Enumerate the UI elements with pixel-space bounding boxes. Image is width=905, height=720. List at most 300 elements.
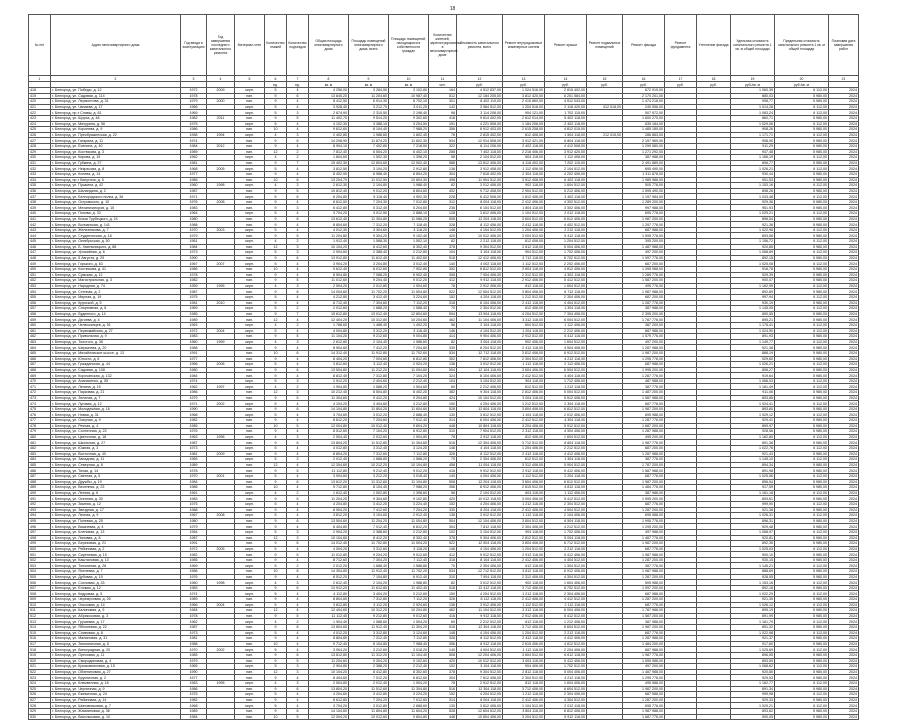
table-cell: 8 112 512,00 <box>457 451 503 457</box>
table-cell: 2024 <box>829 177 859 183</box>
table-cell: 12 304,60 <box>309 462 349 468</box>
table-cell: 4 012,20 <box>309 630 349 636</box>
table-cell: 4 104 406,00 <box>457 630 503 636</box>
table-cell: пан. <box>235 233 265 239</box>
table-cell: 310 <box>429 574 457 580</box>
table-cell: 5 980,00 <box>775 406 829 412</box>
table-cell: 387 988,00 <box>623 619 665 625</box>
table-cell: 8 804,60 <box>309 597 349 603</box>
table-cell: 929,41 <box>731 418 775 424</box>
table-cell: 513 <box>29 619 51 625</box>
column-header-10: Площадь помещений, находящихся в собственности граждан <box>389 15 429 76</box>
table-cell: 1 029,12 <box>731 412 775 418</box>
table-cell: 1997 <box>207 384 235 390</box>
table-cell: 1978 <box>181 93 207 99</box>
table-cell: 2 504,20 <box>309 283 349 289</box>
column-number-19: 19 <box>731 76 775 82</box>
table-cell: 2 888,10 <box>389 211 429 217</box>
table-cell: 4 <box>287 294 309 300</box>
table-cell: 1 289 776,00 <box>623 272 665 278</box>
table-cell: г. Белгород, ул. Гагарина, д. 11 <box>51 138 181 144</box>
table-cell: 2024 <box>829 412 859 418</box>
table-cell: 3 <box>287 110 309 116</box>
table-cell: 1 145,21 <box>731 563 775 569</box>
table-cell: г. Белгород, ул. Солнечная, д. 22 <box>51 429 181 435</box>
table-cell: 3 224,40 <box>389 501 429 507</box>
table-cell: 5 980,00 <box>775 485 829 491</box>
table-cell: 1 024,90 <box>731 328 775 334</box>
table-cell: 2011 <box>207 115 235 121</box>
table-cell: 528 <box>29 703 51 709</box>
table-cell: 7 312,80 <box>349 373 389 379</box>
table-cell: 497 <box>29 529 51 535</box>
table-cell: 449 <box>29 261 51 267</box>
table-cell: 2024 <box>829 149 859 155</box>
table-cell: 150 <box>429 591 457 597</box>
table-cell: 443 <box>29 227 51 233</box>
table-cell: 11 112,40 <box>309 613 349 619</box>
table-cell: 2024 <box>829 507 859 513</box>
table-cell: г. Белгород, ул. Яблоневая, д. 22 <box>51 625 181 631</box>
table-cell: 1975 <box>181 294 207 300</box>
table-cell: 2024 <box>829 703 859 709</box>
table-cell: 2 615 406,00 <box>503 641 545 647</box>
column-number-16: 16 <box>623 76 665 82</box>
table-cell: 6 812 512,00 <box>545 406 587 412</box>
table-cell: 9 <box>265 99 287 105</box>
table-cell: 511 <box>29 608 51 614</box>
table-cell: 5 980,00 <box>775 160 829 166</box>
table-cell: 512 <box>29 613 51 619</box>
table-cell: 9 <box>265 451 287 457</box>
table-cell: 387 776,00 <box>623 457 665 463</box>
table-cell: 1 587 200,00 <box>623 278 665 284</box>
table-cell: 8 402,90 <box>309 171 349 177</box>
table-cell: 444 <box>29 233 51 239</box>
table-cell: 1 212 512,00 <box>503 401 545 407</box>
table-cell: 6 112,00 <box>775 283 829 289</box>
table-cell: 1 987 988,00 <box>623 289 665 295</box>
table-cell: 1 204 406,00 <box>503 446 545 452</box>
table-cell: 9 <box>265 367 287 373</box>
table-cell: 11 012,80 <box>309 552 349 558</box>
column-unit-20: руб./кв. м <box>775 82 829 88</box>
table-cell: 5 <box>265 294 287 300</box>
table-cell: 3 804 406,00 <box>503 289 545 295</box>
table-cell: 9 102,60 <box>389 658 429 664</box>
table-cell: 921,38 <box>731 222 775 228</box>
table-cell: г. Белгород, ул. Сливовая, д. 8 <box>51 630 181 636</box>
table-cell: 2 170 201,00 <box>623 93 665 99</box>
table-cell: 4 204 512,00 <box>457 692 503 698</box>
table-row <box>29 714 859 720</box>
table-cell: 136 <box>429 166 457 172</box>
table-cell: 6 112,00 <box>775 306 829 312</box>
table-cell: 9 412,20 <box>349 395 389 401</box>
table-cell: 5 980,00 <box>775 289 829 295</box>
table-cell: 1989 <box>181 149 207 155</box>
table-cell: 437 <box>29 194 51 200</box>
table-cell: 2024 <box>829 294 859 300</box>
table-cell: 3 <box>287 535 309 541</box>
table-cell: 2024 <box>829 99 859 105</box>
table-cell: 324 <box>429 373 457 379</box>
table-cell: 7 012,20 <box>349 675 389 681</box>
table-cell: 2024 <box>829 339 859 345</box>
table-cell: 434 <box>29 177 51 183</box>
table-cell: г. Белгород, ул. Зимняя, д. 12 <box>51 501 181 507</box>
table-cell: 7 312,60 <box>349 451 389 457</box>
table-cell: 3 712 406,00 <box>503 686 545 692</box>
table-cell: 2 104 512,00 <box>545 166 587 172</box>
table-cell: 3 012,50 <box>349 211 389 217</box>
table-cell: 11 212,20 <box>349 367 389 373</box>
table-cell: 512 <box>429 93 457 99</box>
table-cell: 12 204 406,00 <box>457 652 503 658</box>
column-number-18: 18 <box>697 76 731 82</box>
table-cell: г. Белгород, ул. Южная, д. 3 <box>51 446 181 452</box>
table-cell: 5 <box>287 468 309 474</box>
table-cell: 522 <box>429 541 457 547</box>
table-cell: 4 512 043,00 <box>545 99 587 105</box>
table-cell: 6 112,00 <box>775 384 829 390</box>
table-cell: 1975 <box>181 121 207 127</box>
table-cell: 7 104,20 <box>389 373 429 379</box>
table-cell: 14 312,40 <box>309 350 349 356</box>
table-cell: 695 490,00 <box>623 166 665 172</box>
table-cell: 1979 <box>181 233 207 239</box>
table-cell: 1985 <box>181 423 207 429</box>
table-cell: 1 997 200,00 <box>623 585 665 591</box>
table-cell: 104 <box>429 378 457 384</box>
table-cell: 1 688,20 <box>349 306 389 312</box>
table-cell: 3 102,80 <box>389 88 429 94</box>
table-cell: 5 212 406,00 <box>545 188 587 194</box>
table-cell: 2 310,50 <box>349 110 389 116</box>
table-cell: 11 402,70 <box>309 115 349 121</box>
table-cell: 4 221 508,00 <box>457 121 503 127</box>
table-cell: 12 <box>265 462 287 468</box>
table-cell: 8 412,80 <box>349 669 389 675</box>
table-cell: 6 112,00 <box>775 227 829 233</box>
table-cell: 495 776,00 <box>623 283 665 289</box>
table-cell: 5 <box>265 88 287 94</box>
table-cell: 440 <box>29 211 51 217</box>
table-cell: 6 112,00 <box>775 602 829 608</box>
table-cell: 4 104 512,00 <box>457 227 503 233</box>
table-cell: 1 587 988,00 <box>623 468 665 474</box>
table-cell: 895,19 <box>731 608 775 614</box>
table-cell: 4 256,00 <box>309 88 349 94</box>
table-cell: 11 088,20 <box>389 216 429 222</box>
table-cell: 505 <box>29 574 51 580</box>
table-cell: 447 <box>29 250 51 256</box>
column-unit-10: кв. м <box>389 82 429 88</box>
table-cell: 1 502,30 <box>349 155 389 161</box>
table-cell: 76 <box>429 132 457 138</box>
table-cell: 4 212 118,00 <box>545 356 587 362</box>
column-number-9: 9 <box>349 76 389 82</box>
table-cell: 3 204 406,00 <box>503 423 545 429</box>
table-cell: 2 874,90 <box>309 110 349 116</box>
table-cell: 1 029,21 <box>731 703 775 709</box>
table-cell: 378 <box>429 244 457 250</box>
table-cell: 4 004 406,00 <box>457 473 503 479</box>
table-cell: 2 212 118,00 <box>545 227 587 233</box>
table-cell: 500 <box>29 546 51 552</box>
table-cell: кирп. <box>235 110 265 116</box>
table-cell: 1978 <box>181 613 207 619</box>
table-cell: 6 <box>287 625 309 631</box>
table-cell: кирп. <box>235 227 265 233</box>
table-cell: г. Белгород, ул. Островского, д. 10 <box>51 199 181 205</box>
table-cell: 433 <box>29 171 51 177</box>
table-cell: г. Белгород, ул. Есенина, д. 40 <box>51 143 181 149</box>
table-cell: 2024 <box>829 401 859 407</box>
table-cell: 3 412,80 <box>349 692 389 698</box>
table-cell: 2024 <box>829 652 859 658</box>
table-cell: кирп. <box>235 513 265 519</box>
table-cell: г. Белгород, ул. Земляничная, д. 6 <box>51 641 181 647</box>
table-cell: 1 287 988,00 <box>623 345 665 351</box>
table-cell: 2 012,40 <box>309 457 349 463</box>
table-cell: 1981 <box>181 451 207 457</box>
table-cell: пан. <box>235 636 265 642</box>
table-cell: 12 184 205,00 <box>457 93 503 99</box>
table-cell: г. Белгород, ул. Некрасова, д. 8 <box>51 166 181 172</box>
table-cell: 1 295 776,00 <box>623 675 665 681</box>
table-cell: 2 412 512,00 <box>503 418 545 424</box>
table-cell: 891,32 <box>731 625 775 631</box>
table-cell: 8 104,40 <box>349 127 389 133</box>
table-cell: 2004 <box>207 602 235 608</box>
table-cell: 456 <box>29 300 51 306</box>
table-cell: 5 <box>265 306 287 312</box>
table-cell: 1 604 406,00 <box>545 680 587 686</box>
table-cell: 6 <box>287 585 309 591</box>
table-cell: 6 112,00 <box>775 155 829 161</box>
table-cell: 5 980,00 <box>775 317 829 323</box>
table-cell: 9 <box>265 272 287 278</box>
table-cell: 2024 <box>829 406 859 412</box>
table-cell: 432 <box>29 166 51 172</box>
table-cell: кирп. <box>235 88 265 94</box>
table-cell: 5 <box>287 334 309 340</box>
table-cell: 7 012,60 <box>389 697 429 703</box>
table-cell: 5 <box>265 104 287 110</box>
table-cell: 2024 <box>829 473 859 479</box>
table-cell: 1 156,72 <box>731 239 775 245</box>
table-cell: 1 588,40 <box>389 306 429 312</box>
table-cell: кирп. <box>235 261 265 267</box>
table-cell: 7 104,20 <box>349 429 389 435</box>
table-cell: 1 204 512,00 <box>545 239 587 245</box>
table-cell: 9 <box>265 199 287 205</box>
table-cell: 451 <box>29 272 51 278</box>
table-cell: 2024 <box>829 317 859 323</box>
table-cell: 5 402 118,00 <box>545 115 587 121</box>
table-cell: 604 118,00 <box>503 155 545 161</box>
table-cell: г. Белгород, ул. Сумская, д. 12 <box>51 272 181 278</box>
table-cell: 10 204,60 <box>389 317 429 323</box>
table-cell: 507 972,00 <box>623 110 665 116</box>
table-cell: 1959 <box>181 283 207 289</box>
table-cell: 2024 <box>829 104 859 110</box>
table-cell: 1983 <box>181 496 207 502</box>
table-cell: 448 <box>29 255 51 261</box>
table-cell: 2 912 406,00 <box>457 283 503 289</box>
column-header-17: Ремонт фундамента <box>665 15 697 76</box>
table-cell: 12 004,20 <box>309 714 349 720</box>
table-cell: 921,38 <box>731 345 775 351</box>
table-cell: 900,10 <box>731 552 775 558</box>
table-cell: 465 <box>29 350 51 356</box>
table-cell: 4 <box>287 636 309 642</box>
table-cell: 4 <box>287 473 309 479</box>
table-cell: 12 502,40 <box>389 160 429 166</box>
table-cell: 2 312 118,00 <box>503 429 545 435</box>
table-cell: 82 <box>429 183 457 189</box>
table-cell: 8 804,60 <box>309 222 349 228</box>
table-cell: 497 200,00 <box>623 339 665 345</box>
table-cell: 4 <box>287 88 309 94</box>
table-cell: г. Белгород, ул. Привольная, д. 9 <box>51 334 181 340</box>
table-cell: 467 <box>29 362 51 368</box>
table-cell: 3 928,40 <box>309 104 349 110</box>
table-cell: 4 <box>287 328 309 334</box>
table-cell: 12 <box>265 390 287 396</box>
table-cell: 1968 <box>181 412 207 418</box>
table-cell: 3 812 406,00 <box>503 350 545 356</box>
table-cell: 997 988,00 <box>623 205 665 211</box>
table-cell: 687 200,00 <box>623 294 665 300</box>
table-cell: 508 <box>429 652 457 658</box>
table-cell: 6 <box>287 138 309 144</box>
table-cell: 612 512,00 <box>503 384 545 390</box>
table-cell: кирп. <box>235 250 265 256</box>
table-cell: 483 <box>29 451 51 457</box>
table-cell: 4 <box>287 227 309 233</box>
table-cell: г. Белгород, ул. Вишневая, д. 4 <box>51 524 181 530</box>
table-cell: 2024 <box>829 535 859 541</box>
column-number-2: 2 <box>51 76 181 82</box>
table-cell: 1973 <box>181 446 207 452</box>
table-cell: кирп. <box>235 619 265 625</box>
table-cell: 60 <box>429 384 457 390</box>
table-cell: 898,26 <box>731 188 775 194</box>
table-cell: 687 988,00 <box>623 362 665 368</box>
table-cell: 8 412,20 <box>349 535 389 541</box>
table-cell: 497 200,00 <box>623 250 665 256</box>
table-cell: 12 104 406,00 <box>457 518 503 524</box>
table-cell: 1988 <box>181 222 207 228</box>
table-cell: г. Белгород, ул. Васильковая, д. 10 <box>51 714 181 720</box>
table-cell: 11 874,20 <box>349 138 389 144</box>
table-cell: г. Белгород, ул. Черничная, д. 9 <box>51 686 181 692</box>
table-cell: 1984 <box>181 373 207 379</box>
table-cell: 5 512 406,00 <box>545 395 587 401</box>
table-cell: 497 988,00 <box>623 529 665 535</box>
table-cell: 891,98 <box>731 468 775 474</box>
table-cell: 1 212 118,00 <box>503 591 545 597</box>
table-cell: 8 404,80 <box>309 524 349 530</box>
table-cell: 4 <box>287 99 309 105</box>
table-cell: 428 <box>29 143 51 149</box>
table-cell: г. Белгород, ул. Черемуховая, д. 26 <box>51 597 181 603</box>
table-cell: 612 118,00 <box>503 563 545 569</box>
table-cell: 3 812,80 <box>309 602 349 608</box>
table-cell: 2024 <box>829 423 859 429</box>
table-cell: 130 <box>429 703 457 709</box>
table-cell: 2024 <box>829 518 859 524</box>
table-cell: 6 504 118,00 <box>545 518 587 524</box>
table-cell: 5 <box>287 714 309 720</box>
table-cell: 5 980,00 <box>775 608 829 614</box>
table-cell: 10 <box>265 423 287 429</box>
table-cell: 5 980,00 <box>775 479 829 485</box>
table-cell: 999,90 <box>731 501 775 507</box>
table-cell: 2000 <box>207 99 235 105</box>
table-cell: 1 026,31 <box>731 513 775 519</box>
table-cell: 1 487 988,00 <box>623 244 665 250</box>
table-cell: г. Белгород, ул. Победы, д. 12 <box>51 88 181 94</box>
table-cell: 893,60 <box>731 406 775 412</box>
table-cell: 12 204 118,00 <box>457 479 503 485</box>
table-cell: 1 904,20 <box>389 680 429 686</box>
table-cell: 4 <box>287 171 309 177</box>
table-cell: 3 <box>287 434 309 440</box>
table-cell: 330 <box>429 345 457 351</box>
table-cell: 5 980,00 <box>775 625 829 631</box>
table-cell: 6 <box>287 518 309 524</box>
table-cell: 9 304 512,00 <box>457 244 503 250</box>
table-cell: пан. <box>235 496 265 502</box>
table-cell: 5 <box>265 401 287 407</box>
table-cell: 11 104,80 <box>389 479 429 485</box>
table-cell: 895,21 <box>731 317 775 323</box>
table-cell: 2 904,60 <box>309 250 349 256</box>
table-cell: 4 <box>265 183 287 189</box>
table-cell: 3 704,60 <box>309 412 349 418</box>
table-cell: 314 <box>429 697 457 703</box>
table-cell: 1 595 776,00 <box>623 233 665 239</box>
table-cell: 5 <box>265 473 287 479</box>
table-cell: 6 112,00 <box>775 434 829 440</box>
table-cell: 4 302 118,00 <box>545 272 587 278</box>
table-cell: 8 112 118,00 <box>457 597 503 603</box>
table-cell: 4 102,30 <box>309 121 349 127</box>
table-cell: 6 112,00 <box>775 591 829 597</box>
table-cell: 2 204 118,00 <box>545 473 587 479</box>
table-cell: 2024 <box>829 591 859 597</box>
table-cell: 11 204,60 <box>309 658 349 664</box>
table-cell: 9 304,20 <box>349 233 389 239</box>
table-cell: 1961 <box>181 239 207 245</box>
table-cell: пан. <box>235 317 265 323</box>
table-cell: 1981 <box>181 300 207 306</box>
table-cell: 3 312,80 <box>349 630 389 636</box>
table-cell: 387 988,00 <box>623 155 665 161</box>
table-cell: 5 <box>265 630 287 636</box>
table-cell: 3 118,40 <box>389 328 429 334</box>
table-cell: 3 804 118,00 <box>503 708 545 714</box>
table-cell: г. Белгород, ул. Зеленая, д. 7 <box>51 395 181 401</box>
table-cell: 1 104 512,00 <box>503 703 545 709</box>
table-cell: 1 297 776,00 <box>623 222 665 228</box>
table-cell: 1 398,60 <box>389 490 429 496</box>
table-cell: 8 612,20 <box>309 418 349 424</box>
table-cell: 1 588,20 <box>349 384 389 390</box>
